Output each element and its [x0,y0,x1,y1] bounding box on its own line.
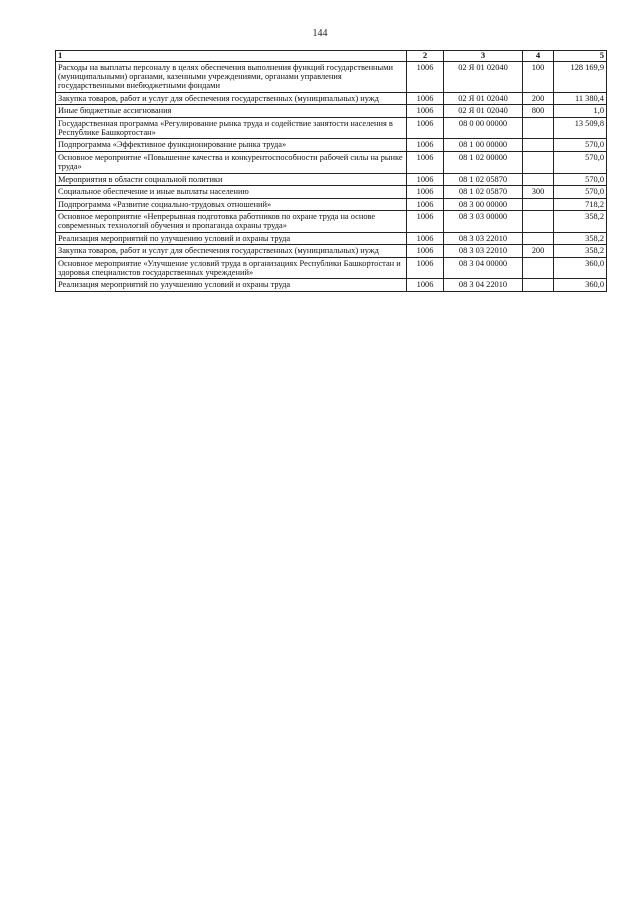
table-row [56,61,607,92]
row-expense-type: 200 [523,92,554,104]
row-target-code: 08 3 03 22010 [444,232,523,244]
row-expense-type [523,173,554,185]
row-expense-type [523,232,554,244]
row-description: Государственная программа «Регулирование рынка труда и содействие занятости населения в Республике Башкортостан» [56,117,407,139]
table-row [56,186,607,198]
row-target-code: 08 3 04 00000 [444,257,523,279]
row-expense-type: 300 [523,186,554,198]
row-description: Закупка товаров, работ и услуг для обеспечения государственных (муниципальных) нужд [56,245,407,257]
row-amount: 358,2 [554,210,607,232]
row-description: Социальное обеспечение и иные выплаты населению [56,186,407,198]
row-target-code: 08 3 00 00000 [444,198,523,210]
row-amount: 718,2 [554,198,607,210]
row-target-code: 02 Я 01 02040 [444,61,523,92]
row-expense-type [523,279,554,291]
row-section-code: 1006 [407,61,444,92]
row-expense-type: 100 [523,61,554,92]
row-amount: 358,2 [554,245,607,257]
row-amount: 11 380,4 [554,92,607,104]
row-section-code: 1006 [407,139,444,151]
table-header-row [56,51,607,62]
row-section-code: 1006 [407,173,444,185]
row-section-code: 1006 [407,257,444,279]
row-section-code: 1006 [407,210,444,232]
table-row [56,92,607,104]
row-amount: 128 169,9 [554,61,607,92]
table-row [56,117,607,139]
row-section-code: 1006 [407,92,444,104]
row-description: Иные бюджетные ассигнования [56,105,407,117]
row-target-code: 08 1 02 05870 [444,173,523,185]
table-row [56,257,607,279]
header-col-1: 1 [56,51,407,62]
row-target-code: 08 3 04 22010 [444,279,523,291]
budget-table [55,50,607,292]
row-description: Подпрограмма «Эффективное функционирование рынка труда» [56,139,407,151]
row-section-code: 1006 [407,232,444,244]
table-row [56,151,607,173]
table-row [56,105,607,117]
row-amount: 570,0 [554,186,607,198]
row-amount: 570,0 [554,139,607,151]
header-col-2: 2 [407,51,444,62]
row-section-code: 1006 [407,117,444,139]
row-expense-type [523,151,554,173]
row-section-code: 1006 [407,198,444,210]
row-amount: 358,2 [554,232,607,244]
row-target-code: 08 1 02 05870 [444,186,523,198]
row-description: Основное мероприятие «Повышение качества и конкурентоспособности рабочей силы на рынке труда» [56,151,407,173]
row-section-code: 1006 [407,186,444,198]
table-row [56,173,607,185]
row-description: Закупка товаров, работ и услуг для обеспечения государственных (муниципальных) нужд [56,92,407,104]
row-expense-type: 800 [523,105,554,117]
table-row [56,210,607,232]
table-row [56,245,607,257]
row-amount: 570,0 [554,173,607,185]
row-section-code: 1006 [407,151,444,173]
row-expense-type: 200 [523,245,554,257]
row-expense-type [523,139,554,151]
row-section-code: 1006 [407,245,444,257]
row-description: Основное мероприятие «Улучшение условий труда в организациях Республики Башкортостан и здоровья специалистов государственных учреждений» [56,257,407,279]
row-amount: 360,0 [554,279,607,291]
row-expense-type [523,257,554,279]
table-row [56,198,607,210]
row-description: Расходы на выплаты персоналу в целях обеспечения выполнения функций государственными (муниципальными) органами, казенными учреждениями, органами управления государственными внебюджетными фондами [56,61,407,92]
row-expense-type [523,210,554,232]
row-target-code: 08 0 00 00000 [444,117,523,139]
row-description: Основное мероприятие «Непрерывная подготовка работников по охране труда на основе современных технологий обучения и пропаганда охраны труда» [56,210,407,232]
row-description: Мероприятия в области социальной политики [56,173,407,185]
page-number: 144 [312,28,328,39]
header-col-5: 5 [554,51,607,62]
row-target-code: 02 Я 01 02040 [444,105,523,117]
row-amount: 1,0 [554,105,607,117]
row-description: Реализация мероприятий по улучшению условий и охраны труда [56,232,407,244]
table-row [56,232,607,244]
row-expense-type [523,198,554,210]
row-section-code: 1006 [407,279,444,291]
row-section-code: 1006 [407,105,444,117]
row-target-code: 08 1 00 00000 [444,139,523,151]
row-description: Реализация мероприятий по улучшению условий и охраны труда [56,279,407,291]
row-amount: 570,0 [554,151,607,173]
row-target-code: 08 3 03 00000 [444,210,523,232]
row-expense-type [523,117,554,139]
budget-table-container [55,50,604,292]
row-amount: 13 509,8 [554,117,607,139]
row-target-code: 08 1 02 00000 [444,151,523,173]
row-target-code: 08 3 03 22010 [444,245,523,257]
row-description: Подпрограмма «Развитие социально-трудовых отношений» [56,198,407,210]
row-target-code: 02 Я 01 02040 [444,92,523,104]
header-col-4: 4 [523,51,554,62]
row-amount: 360,0 [554,257,607,279]
table-row [56,279,607,291]
table-row [56,139,607,151]
header-col-3: 3 [444,51,523,62]
